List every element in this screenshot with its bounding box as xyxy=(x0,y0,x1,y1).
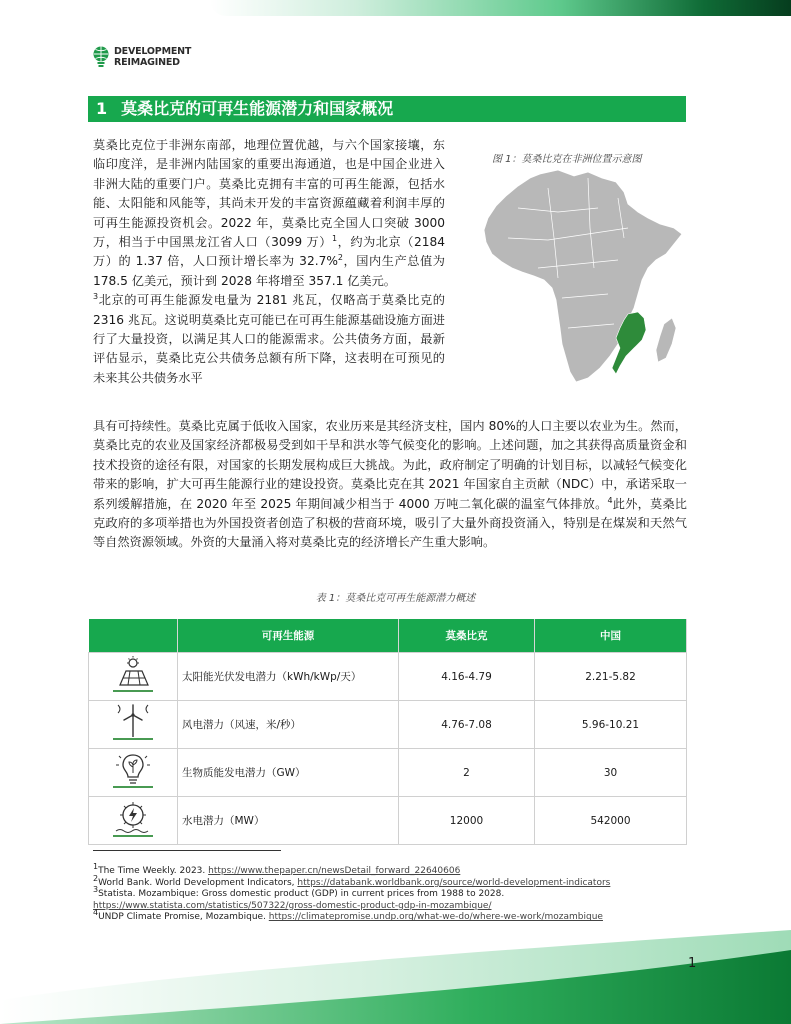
continuation-text-1: 具有可持续性。莫桑比克属于低收入国家，农业历来是其经济支柱，国内 80%的人口主要以农业为生。然而，莫桑比克的农业及国家经济都极易受到如干旱和洪水等气候变化的影响。上述问题，加之其获得高质量资金和技术投资的途径有限，对国家的长期发展构成巨大挑战。为此，政府制定了明确的计划目标，以减轻气候变化带来的影响，扩大可再生能源行业的建设投资。莫桑比克在其 2021 年国家自主贡献（NDC）中，承诺采取一系列缓解措施，在 2020 年至 2025 年期间减少相当于 4000 万吨二氧化碳的温室气体排放。 xyxy=(93,419,687,511)
table-row xyxy=(89,749,687,797)
footnote-1 xyxy=(93,862,693,878)
intro-text-2: ，约为北京（2184 万）的 1.37 倍，人口预计增长率为 32.7% xyxy=(93,235,445,269)
section-number: 1 xyxy=(96,99,108,118)
logo-line-1: DEVELOPMENT xyxy=(114,46,192,57)
table-row xyxy=(89,653,687,701)
footnotes xyxy=(93,862,693,924)
table-caption: 表 1：莫桑比克可再生能源潜力概述 xyxy=(315,593,476,604)
wind-turbine-icon xyxy=(108,703,158,743)
footnote-number: 2 xyxy=(93,873,99,883)
row-icon-cell xyxy=(89,701,178,749)
bulb-globe-icon xyxy=(92,46,110,68)
top-gradient-bar xyxy=(210,0,791,16)
table-header-row xyxy=(89,619,687,653)
intro-paragraph xyxy=(93,136,445,388)
footnote-ref-3[interactable]: 3 xyxy=(93,292,99,302)
footnote-number: 1 xyxy=(93,862,99,871)
page-number: 1 xyxy=(688,956,697,971)
row-label: 风电潜力（风速，米/秒） xyxy=(178,701,399,749)
row-mozambique-value: 2 xyxy=(399,749,535,797)
row-icon-cell xyxy=(89,797,178,845)
footnote-number: 3 xyxy=(93,885,99,895)
biomass-bulb-icon xyxy=(108,751,158,791)
footnote-text: The Time Weekly. 2023. xyxy=(98,866,209,876)
footnote-link[interactable]: https://databank.worldbank.org/source/world-development-indicators xyxy=(297,877,611,888)
madagascar-shape xyxy=(656,318,676,362)
africa-map xyxy=(478,168,688,398)
section-heading xyxy=(88,96,686,122)
continuation-paragraph xyxy=(93,417,687,553)
row-icon-cell xyxy=(89,749,178,797)
development-reimagined-logo xyxy=(92,46,202,72)
footnote-text: World Bank. World Development Indicators, xyxy=(98,877,298,888)
row-china-value: 5.96-10.21 xyxy=(535,701,687,749)
table-row xyxy=(89,797,687,845)
footnote-text: Statista. Mozambique: Gross domestic product (GDP) in current prices from 1988 to 2028. xyxy=(98,889,505,900)
header-icon-col xyxy=(89,619,178,653)
logo-text xyxy=(114,46,191,68)
footnote-link[interactable]: https://climatepromise.undp.org/what-we-do/where-we-work/mozambique xyxy=(268,912,603,923)
row-mozambique-value: 12000 xyxy=(399,797,535,845)
renewable-potential-table xyxy=(88,619,687,845)
row-china-value: 30 xyxy=(535,749,687,797)
intro-text-4: 北京的可再生能源发电量为 2181 兆瓦，仅略高于莫桑比克的 2316 兆瓦。这说明莫桑比克可能已在可再生能源基础设施方面进行了大量投资，以满足其人口的能源需求。公共债务方面，最新评估显示，莫桑比克公共债务总额有所下降，这表明在可预见的未来其公共债务水平 xyxy=(93,293,445,385)
row-label: 水电潜力（MW） xyxy=(178,797,399,845)
header-energy: 可再生能源 xyxy=(178,619,399,653)
header-china: 中国 xyxy=(535,619,687,653)
footnote-4 xyxy=(93,908,693,924)
row-label: 太阳能光伏发电潜力（kWh/kWp/天） xyxy=(178,653,399,701)
logo-line-2: REIMAGINED xyxy=(114,57,180,68)
africa-continent-shape xyxy=(484,170,682,382)
row-china-value: 542000 xyxy=(535,797,687,845)
solar-panel-icon xyxy=(108,655,158,695)
footnote-ref-4[interactable]: 4 xyxy=(607,495,613,505)
intro-text-3: ，国内生产总值为 178.5 亿美元，预计到 2028 年将增至 357.1 亿美元。 xyxy=(93,254,445,288)
row-mozambique-value: 4.76-7.08 xyxy=(399,701,535,749)
bottom-wave-decoration xyxy=(0,930,791,1024)
row-label: 生物质能发电潜力（GW） xyxy=(178,749,399,797)
intro-text-1: 莫桑比克位于非洲东南部，地理位置优越，与六个国家接壤，东临印度洋，是非洲内陆国家的重要出海通道，也是中国企业进入非洲大陆的重要门户。莫桑比克拥有丰富的可再生能源，包括水能、太阳能和风能等，其尚未开发的丰富资源蕴藏着利润丰厚的可再生能源投资机会。2022 年，莫桑比克全国人口突破 3000 万，相当于中国黑龙江省人口（3099 万） xyxy=(93,138,445,250)
row-mozambique-value: 4.16-4.79 xyxy=(399,653,535,701)
header-mozambique: 莫桑比克 xyxy=(399,619,535,653)
footnote-2 xyxy=(93,873,693,890)
row-china-value: 2.21-5.82 xyxy=(535,653,687,701)
footnote-ref-1[interactable]: 1 xyxy=(332,233,338,243)
footnote-number: 4 xyxy=(93,908,99,918)
table-row xyxy=(89,701,687,749)
figure-caption: 图 1：莫桑比克在非洲位置示意图 xyxy=(492,154,642,165)
hydro-power-icon xyxy=(108,799,158,839)
footnote-divider xyxy=(93,850,281,851)
footnote-link[interactable]: https://www.thepaper.cn/newsDetail_forward_22640606 xyxy=(208,866,461,876)
row-icon-cell xyxy=(89,653,178,701)
continuation-text-2: 此外，莫桑比克政府的多项举措也为外国投资者创造了积极的营商环境，吸引了大量外商投资涌入，特别是在煤炭和天然气等自然资源领域。外资的大量涌入将对莫桑比克的经济增长产生重大影响。 xyxy=(93,496,687,550)
footnote-ref-2[interactable]: 2 xyxy=(337,253,343,263)
footnote-text: UNDP Climate Promise, Mozambique. xyxy=(98,912,269,923)
section-title: 莫桑比克的可再生能源潜力和国家概况 xyxy=(121,99,394,118)
footnote-link[interactable]: https://www.statista.com/statistics/507322/gross-domestic-product-gdp-in-mozambique/ xyxy=(93,900,492,911)
footnote-3 xyxy=(93,885,693,912)
